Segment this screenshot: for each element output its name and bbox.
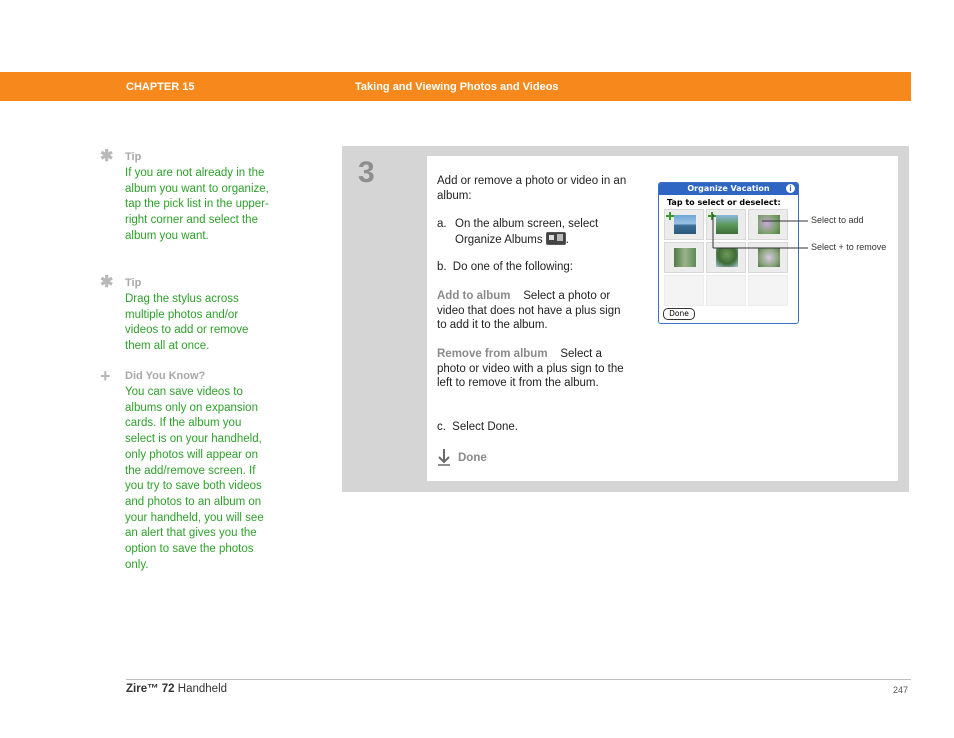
done-label: Done xyxy=(458,452,487,464)
remove-from-album-title: Remove from album xyxy=(437,348,548,360)
step-a-end: . xyxy=(565,233,569,246)
organize-albums-icon xyxy=(546,232,566,245)
screen-done-button[interactable]: Done xyxy=(663,308,695,320)
tip-title: Tip xyxy=(125,151,142,163)
remove-from-album-paragraph xyxy=(437,347,627,391)
step-b xyxy=(437,260,632,275)
tip-text: If you are not already in the album you want to organize, tap the pick list in the upper-right corner and select the album you want. xyxy=(125,167,269,242)
step-b-label: b. xyxy=(437,261,447,273)
tip-title: Did You Know? xyxy=(125,370,206,382)
plus-icon xyxy=(666,212,674,220)
asterisk-icon: ✱ xyxy=(100,148,114,165)
step-intro: Add or remove a photo or video in an album: xyxy=(437,175,627,202)
chapter-title: Taking and Viewing Photos and Videos xyxy=(355,81,559,93)
tip-text: You can save videos to albums only on expansion cards. If the album you select is on your handheld, only photos will appear on the add/remove screen. If you try to save both videos and photos to an album on your handheld, you will see an alert that gives you the option to save the photos only. xyxy=(125,386,264,571)
empty-slot xyxy=(748,275,788,306)
plus-icon: + xyxy=(100,366,111,386)
step-b-text: Do one of the following: xyxy=(452,261,573,273)
empty-slot xyxy=(664,275,704,306)
screen-title: Organize Vacation xyxy=(687,184,770,193)
step-a-text: On the album screen, select Organize Albums xyxy=(455,218,599,246)
step-a-text-wrap xyxy=(455,217,630,247)
info-icon[interactable]: i xyxy=(786,184,795,193)
empty-slot xyxy=(706,275,746,306)
callout-lines xyxy=(700,205,810,255)
chapter-label: CHAPTER 15 xyxy=(126,81,195,93)
page-number: 247 xyxy=(893,685,909,695)
tip-text: Drag the stylus across multiple photos and/or videos to add or remove them all at once. xyxy=(125,293,249,353)
step-number: 3 xyxy=(358,156,375,189)
asterisk-icon: ✱ xyxy=(100,274,114,291)
add-to-album-text: Select a photo or video that does not have a plus sign to add it to the album. xyxy=(437,290,621,332)
remove-from-album-text: Select a photo or video with a plus sign to the left to remove it from the album. xyxy=(437,348,624,390)
add-to-album-title: Add to album xyxy=(437,290,511,302)
step-c-label: c. xyxy=(437,421,446,433)
step-a-label: a. xyxy=(437,218,447,230)
down-arrow-icon xyxy=(437,448,451,466)
screen-instruction: Tap to select or deselect: xyxy=(667,198,781,207)
step-c xyxy=(437,420,632,435)
step-c-text: Select Done. xyxy=(452,421,519,433)
footer-product xyxy=(126,683,227,695)
tip-title: Tip xyxy=(125,277,142,289)
callout-select-to-add: Select to add xyxy=(811,215,864,225)
footer-divider xyxy=(126,679,911,680)
add-to-album-paragraph xyxy=(437,289,627,333)
photo-thumbnail[interactable] xyxy=(664,242,704,273)
product-name: Zire™ 72 xyxy=(126,683,175,695)
callout-select-to-remove: Select + to remove xyxy=(811,242,887,252)
product-suffix: Handheld xyxy=(177,683,228,695)
